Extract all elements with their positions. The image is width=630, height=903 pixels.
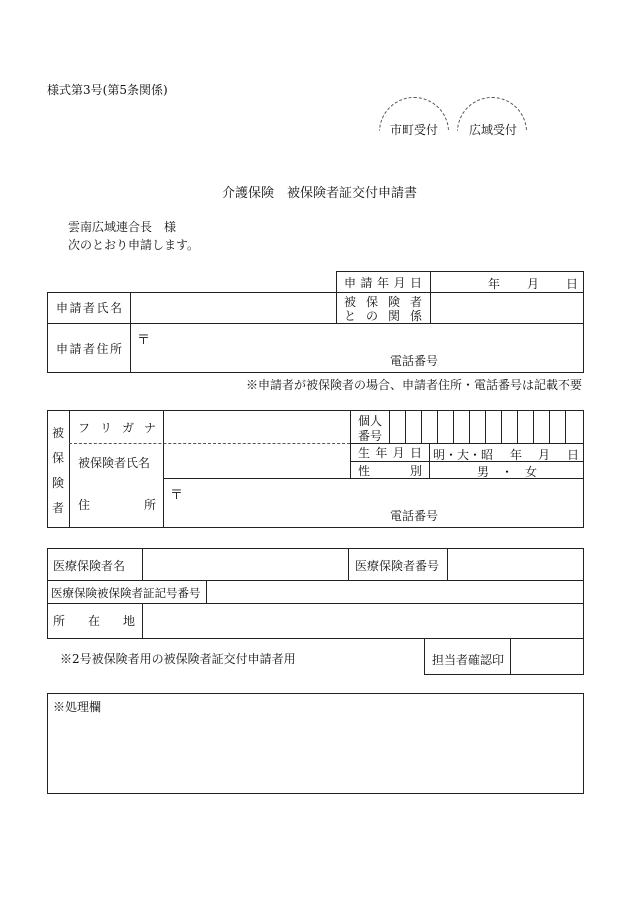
gender-label: 性 別 [358,463,422,478]
kojin-label-line1: 個人 [358,414,383,428]
staff-confirm-seal-field[interactable] [512,640,582,673]
era-options: 明・大・昭 [433,448,494,462]
birth-year-unit: 年 [510,448,523,462]
insurer-number-label: 医療保険者番号 [355,559,440,573]
insured-postal-mark: 〒 [170,488,184,503]
processing-box [47,693,584,794]
insurer-number-field[interactable] [449,550,582,579]
applicant-phone-label: 電話番号 [390,354,439,368]
document-title: 介護保険 被保険者証交付申請書 [222,186,418,201]
insured-name-label: 被保険者氏名 [78,456,151,470]
intro-text: 次のとおり申請します。 [68,238,200,252]
application-date-label: 申 請 年 月 日 [344,275,422,290]
card-number-label: 医療保険被保険者証記号番号 [51,586,201,600]
birth-date-label: 生 年 月 日 [358,446,422,460]
kojin-label-line2: 番号 [358,429,383,443]
relation-label-line1: 被 保 険 者 [344,294,422,309]
location-label: 所 在 地 [53,613,135,628]
insured-address-field[interactable] [165,480,582,526]
location-field[interactable] [144,605,582,637]
insured-side-label: 被 保 険 者 [51,426,64,515]
regional-reception-label: 広域受付 [469,123,518,137]
processing-label: ※処理欄 [53,700,102,714]
card-number-field[interactable] [208,582,582,602]
date-year-unit: 年 [488,277,501,291]
applicant-name-field[interactable] [132,294,334,322]
applicant-name-label: 申 請 者 氏 名 [56,300,122,315]
relation-field[interactable] [432,294,582,322]
insurer-name-field[interactable] [144,550,346,579]
applicant-postal-mark: 〒 [137,333,151,348]
city-reception-label: 市町受付 [390,123,439,137]
furigana-label: フ リ ガ ナ [78,420,156,435]
date-month-unit: 月 [527,277,540,291]
applicant-note: ※申請者が被保険者の場合、申請者住所・電話番号は記載不要 [246,378,583,392]
relation-label-line2: と の 関 係 [344,308,422,323]
birth-day-unit: 日 [567,448,580,462]
applicant-address-field[interactable] [132,325,582,371]
birth-month-unit: 月 [538,448,551,462]
insurer-name-label: 医療保険者名 [53,559,126,573]
gender-options[interactable]: 男 ・ 女 [477,465,538,479]
form-number: 様式第3号(第5条関係) [47,83,168,97]
application-date-field[interactable] [432,274,582,291]
insured-phone-label: 電話番号 [390,509,439,523]
date-day-unit: 日 [566,277,579,291]
insured-name-field[interactable] [165,445,348,477]
medical-note: ※2号被保険者用の被保険者証交付申請者用 [60,652,296,666]
insured-address-label: 住 所 [78,497,156,512]
individual-number-field[interactable] [391,412,582,442]
furigana-field[interactable] [165,412,348,442]
staff-confirm-label: 担当者確認印 [432,653,505,667]
addressee: 雲南広域連合長 様 [68,220,177,234]
applicant-address-label: 申 請 者 住 所 [56,341,122,356]
